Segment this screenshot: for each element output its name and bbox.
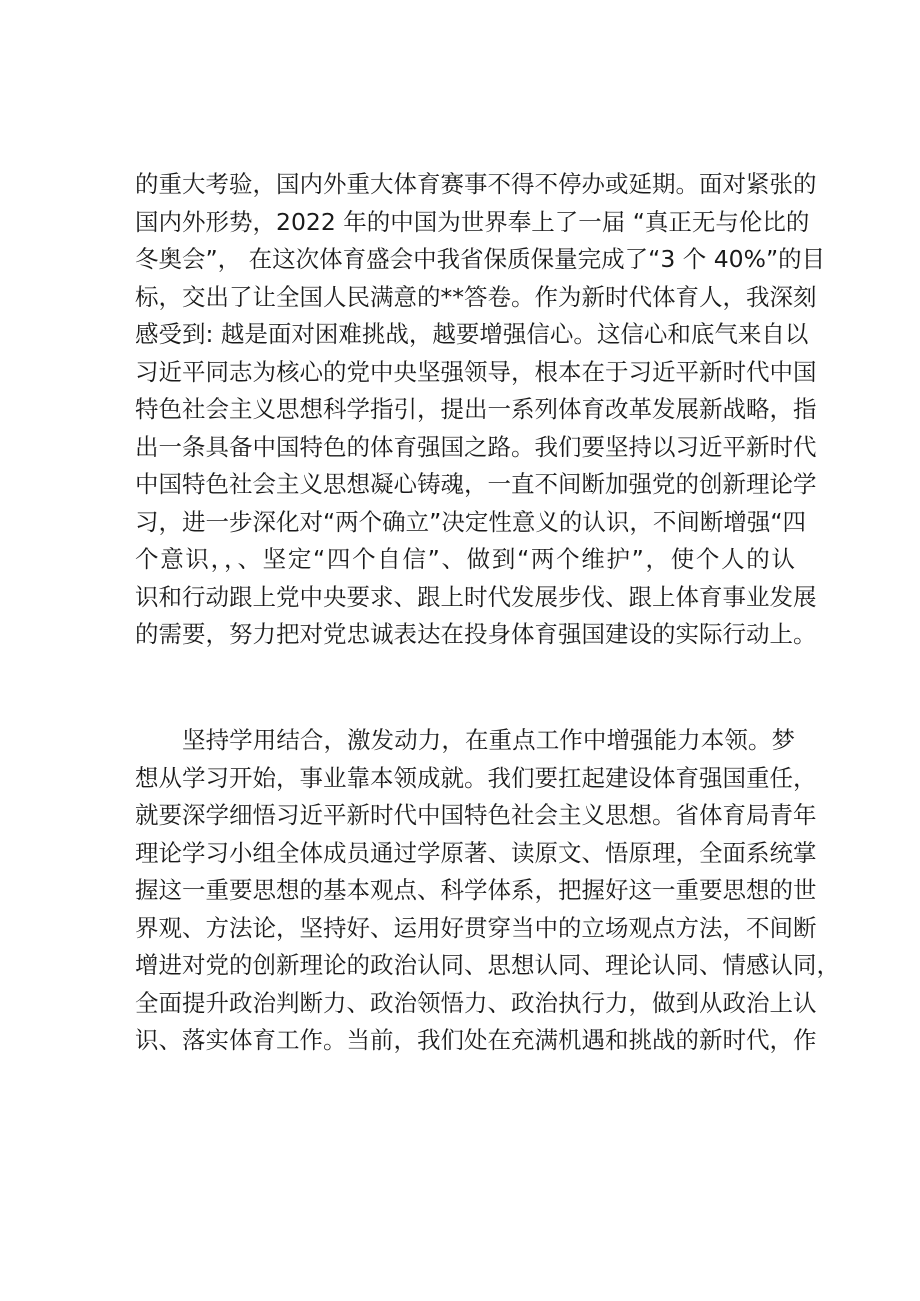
text-line: 界观、方法论，坚持好、运用好贯穿当中的立场观点方法，不间断: [135, 913, 817, 942]
text-line: 个意识，，、坚定“四个自信”、做到“两个维护”，使个人的认: [135, 545, 795, 573]
text-line: 全面提升政治判断力、政治领悟力、政治执行力，做到从政治上认: [135, 988, 817, 1017]
text-line: 感受到: 越是面对困难挑战，越要增强信心。这信心和底气来自以: [135, 320, 809, 348]
text-line: 识和行动跟上党中央要求、跟上时代发展步伐、跟上体育事业发展: [135, 582, 817, 611]
text-line: 识、落实体育工作。当前，我们处在充满机遇和挑战的新时代，作: [135, 1026, 817, 1054]
text-line: 国内外形势，2022 年的中国为世界奉上了一届 “真正无与伦比的: [135, 207, 810, 236]
text-line: 理论学习小组全体成员通过学原著、读原文、悟原理，全面系统掌: [135, 838, 817, 867]
text-line: 想从学习开始，事业靠本领成就。我们要扛起建设体育强国重任，: [135, 763, 817, 792]
text-line: 习近平同志为核心的党中央坚强领导，根本在于习近平新时代中国: [135, 357, 817, 386]
paragraph-2: [135, 722, 840, 1060]
text-line: 冬奥会”， 在这次体育盛会中我省保质保量完成了“3 个 40%”的目: [135, 245, 826, 273]
text-line: 增进对党的创新理论的政治认同、思想认同、理论认同、情感认同，: [135, 951, 840, 979]
text-line: 习，进一步深化对“两个确立”决定性意义的认识，不间断增强“四: [135, 507, 807, 536]
paragraph-1: [135, 166, 826, 654]
text-line: 的需要，努力把对党忠诚表达在投身体育强国建设的实际行动上。: [135, 620, 817, 648]
text-line: 的重大考验，国内外重大体育赛事不得不停办或延期。面对紧张的: [135, 170, 817, 198]
text-line: 出一条具备中国特色的体育强国之路。我们要坚持以习近平新时代: [135, 432, 817, 461]
text-line: 标，交出了让全国人民满意的**答卷。作为新时代体育人，我深刻: [135, 282, 817, 311]
text-line: 中国特色社会主义思想凝心铸魂，一直不间断加强党的创新理论学: [135, 470, 817, 498]
text-line: 特色社会主义思想科学指引，提出一系列体育改革发展新战略，指: [135, 395, 817, 423]
text-line: 就要深学细悟习近平新时代中国特色社会主义思想。省体育局青年: [135, 801, 817, 829]
text-line: 坚持学用结合，激发动力，在重点工作中增强能力本领。梦: [182, 726, 795, 754]
text-line: 握这一重要思想的基本观点、科学体系，把握好这一重要思想的世: [135, 876, 817, 904]
